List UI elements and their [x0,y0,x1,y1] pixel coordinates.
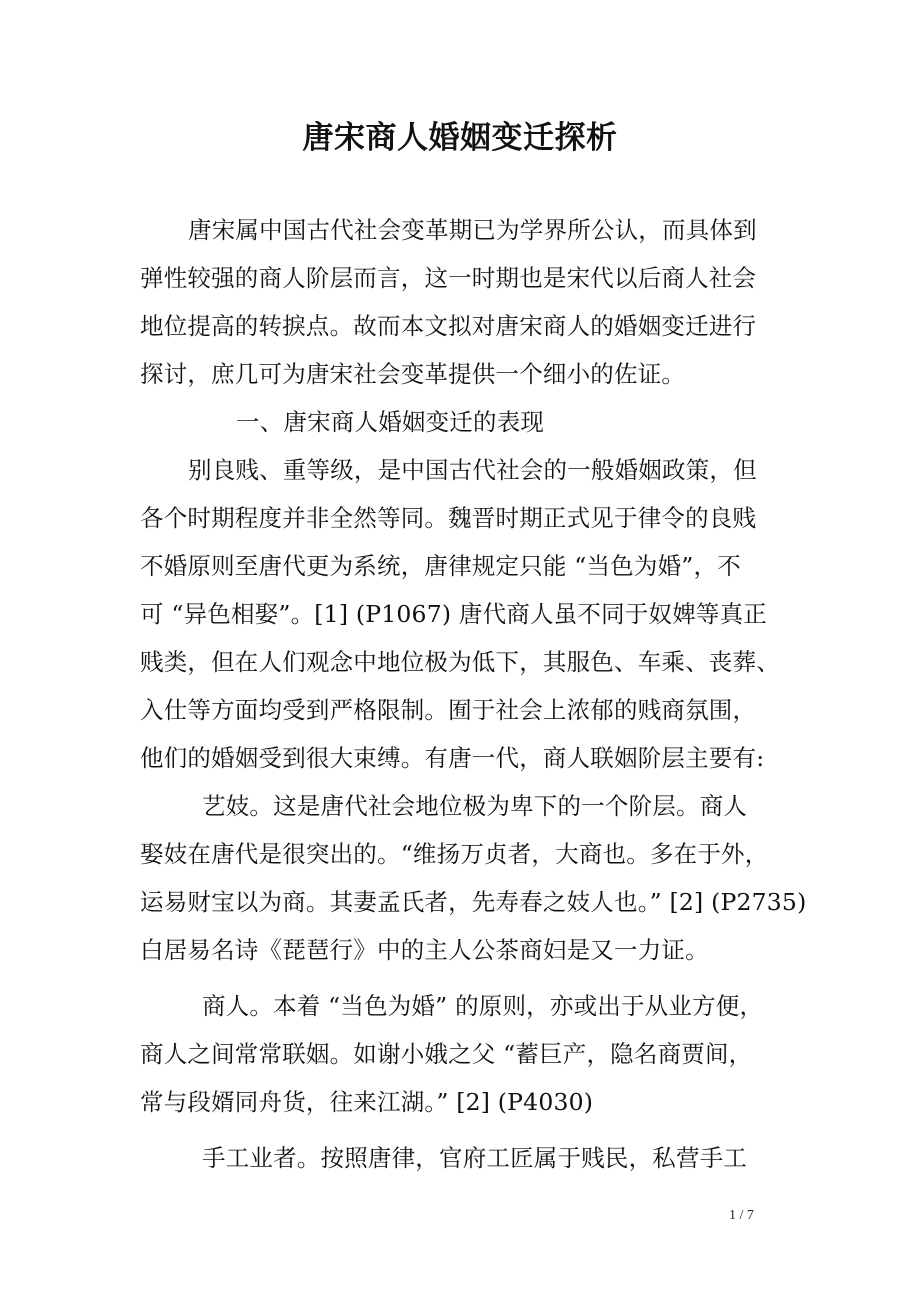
paragraph-line: 唐宋属中国古代社会变革期已为学界所公认，而具体到 [188,216,757,244]
paragraph-line: 商人之间常常联姻。如谢小娥之父 “蓄巨产，隐名商贾间， [140,1040,753,1068]
paragraph-line: 入仕等方面均受到严格限制。囿于社会上浓郁的贱商氛围， [140,696,757,724]
paragraph-gap [140,1126,790,1134]
paragraph-line: 商人。本着 “当色为婚” 的原则，亦或出于从业方便， [202,992,764,1020]
paragraph-line: 不婚原则至唐代更为系统，唐律规定只能 “当色为婚”，不 [140,552,741,580]
paragraph-line: 运易财宝以为商。其妻孟氏者，先寿春之妓人也。” [2] (P2735) [140,888,807,916]
paragraph-gap [140,974,790,982]
paragraph-line: 艺妓。这是唐代社会地位极为卑下的一个阶层。商人 [202,792,748,820]
page-number: 1 / 7 [729,1208,754,1223]
paragraph-line: 可 “异色相娶”。[1] (P1067) 唐代商人虽不同于奴婢等真正 [140,600,767,628]
paragraph-line: 贱类，但在人们观念中地位极为低下，其服色、车乘、丧葬、 [140,648,780,676]
paragraph-line: 娶妓在唐代是很突出的。“维扬万贞者，大商也。多在于外， [140,840,769,868]
paragraph-line: 白居易名诗《琵琶行》中的主人公茶商妇是又一力证。 [140,936,709,964]
paragraph-line: 地位提高的转捩点。故而本文拟对唐宋商人的婚姻变迁进行 [140,312,757,340]
paragraph-line: 他们的婚姻受到很大束缚。有唐一代，商人联姻阶层主要有: [140,744,765,772]
document-body [140,206,807,1182]
paragraph-line: 常与段婿同舟货，往来江湖。” [2] (P4030) [140,1088,594,1116]
paragraph-line: 别良贱、重等级，是中国古代社会的一般婚姻政策，但 [188,456,757,484]
document-title: 唐宋商人婚姻变迁探析 [302,120,618,156]
paragraph-line: 弹性较强的商人阶层而言，这一时期也是宋代以后商人社会 [140,264,757,292]
paragraph-line: 手工业者。按照唐律，官府工匠属于贱民，私营手工 [202,1144,748,1172]
section-heading: 一、唐宋商人婚姻变迁的表现 [236,408,545,436]
paragraph-line: 各个时期程度并非全然等同。魏晋时期正式见于律令的良贱 [140,504,757,532]
paragraph-line: 探讨，庶几可为唐宋社会变革提供一个细小的佐证。 [140,360,686,388]
